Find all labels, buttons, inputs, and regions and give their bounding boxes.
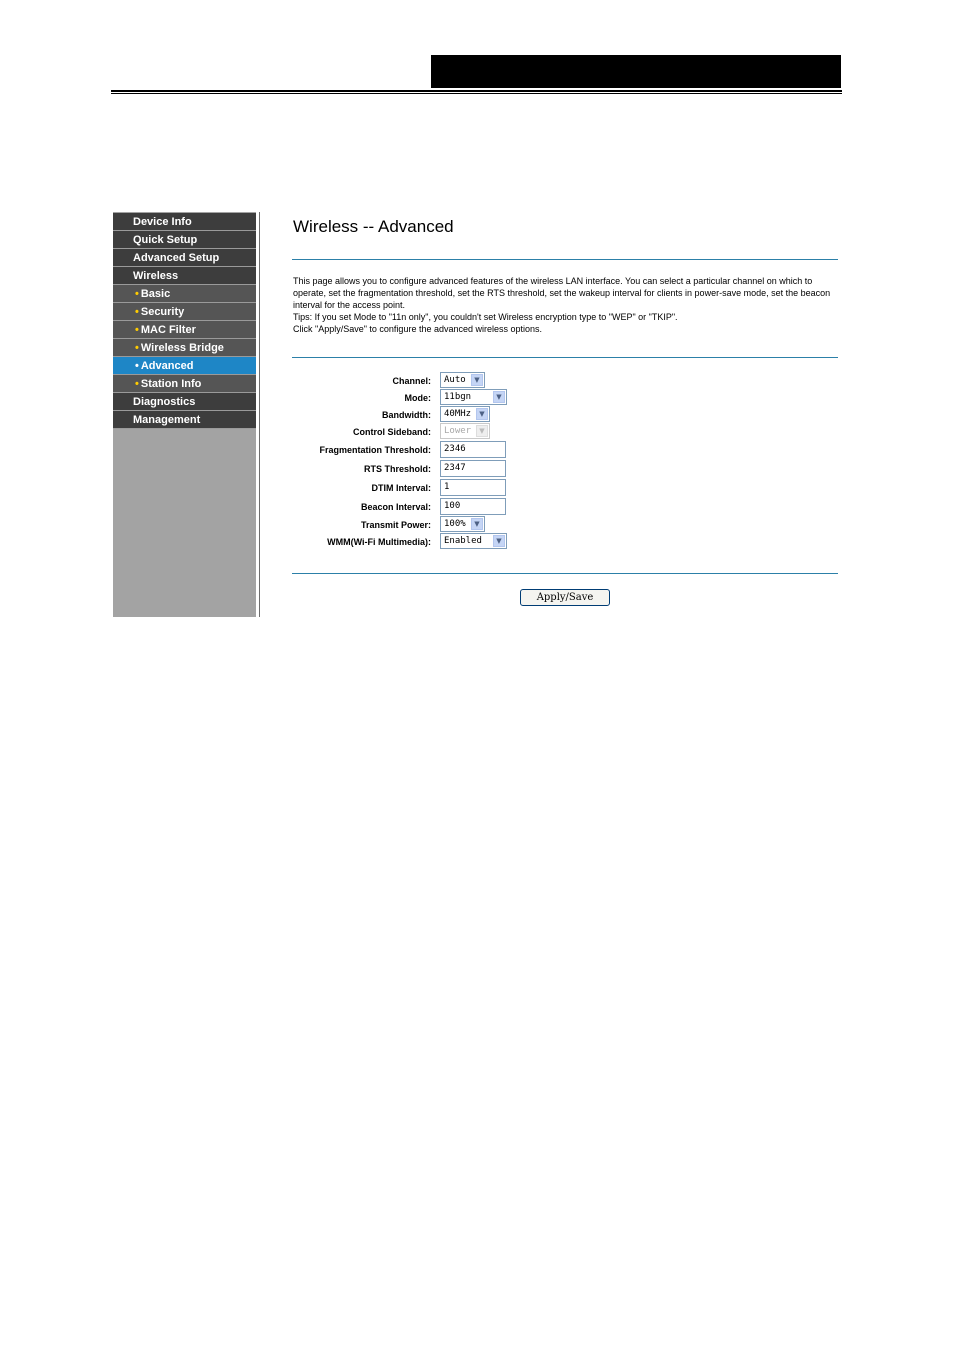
- sidebar-item-advanced[interactable]: • Advanced: [113, 357, 256, 375]
- channel-label: Channel:: [392, 376, 431, 386]
- sidebar-item-quick-setup[interactable]: Quick Setup: [113, 231, 256, 249]
- sidebar-item-wireless[interactable]: Wireless: [113, 267, 256, 285]
- fragmentation-threshold-input[interactable]: 2346: [440, 441, 506, 458]
- sidebar-item-wireless-bridge[interactable]: • Wireless Bridge: [113, 339, 256, 357]
- sidebar-item-mac-filter[interactable]: • MAC Filter: [113, 321, 256, 339]
- description-tips: Tips: If you set Mode to "11n only", you couldn't set Wireless encryption type to "WEP" or "TKIP".: [293, 312, 678, 322]
- transmit-power-select[interactable]: 100% ▼: [440, 516, 485, 532]
- fragmentation-threshold-label: Fragmentation Threshold:: [319, 445, 431, 455]
- beacon-interval-input[interactable]: 100: [440, 498, 506, 515]
- apply-save-button[interactable]: Apply/Save: [520, 589, 610, 606]
- transmit-power-label: Transmit Power:: [360, 520, 431, 530]
- chevron-down-icon: ▼: [476, 425, 488, 437]
- page-description: [293, 275, 833, 335]
- bandwidth-select[interactable]: 40MHz ▼: [440, 406, 490, 422]
- mode-row: [263, 389, 863, 407]
- sidebar-item-diagnostics[interactable]: Diagnostics: [113, 393, 256, 411]
- rts-threshold-label: RTS Threshold:: [364, 464, 431, 474]
- sidebar-item-security[interactable]: • Security: [113, 303, 256, 321]
- main-content: [263, 212, 841, 617]
- chevron-down-icon: ▼: [493, 391, 505, 403]
- bandwidth-row: [263, 406, 863, 424]
- bullet-icon: •: [135, 288, 139, 300]
- bandwidth-label: Bandwidth:: [382, 410, 431, 420]
- wmm-select[interactable]: Enabled ▼: [440, 533, 507, 549]
- dtim-interval-input[interactable]: 1: [440, 479, 506, 496]
- transmit-power-row: [263, 516, 863, 534]
- bullet-icon: •: [135, 306, 139, 318]
- page-title: Wireless -- Advanced: [293, 217, 454, 236]
- chevron-down-icon: ▼: [471, 374, 483, 386]
- wmm-label: WMM(Wi-Fi Multimedia):: [327, 537, 431, 547]
- bullet-icon: •: [135, 342, 139, 354]
- mode-select[interactable]: 11bgn ▼: [440, 389, 507, 405]
- sidebar-item-device-info[interactable]: Device Info: [113, 213, 256, 231]
- channel-row: [263, 372, 863, 390]
- document-header-bar: [431, 55, 841, 88]
- channel-select[interactable]: Auto ▼: [440, 372, 485, 388]
- mode-label: Mode:: [404, 393, 431, 403]
- divider-top: [292, 259, 838, 260]
- control-sideband-select[interactable]: Lower ▼: [440, 423, 490, 439]
- rts-threshold-row: [263, 460, 863, 478]
- dtim-interval-row: [263, 479, 863, 497]
- chevron-down-icon: ▼: [493, 535, 505, 547]
- beacon-interval-row: [263, 498, 863, 516]
- divider-bottom: [292, 573, 838, 574]
- chevron-down-icon: ▼: [471, 518, 483, 530]
- description-text: This page allows you to configure advanced features of the wireless LAN interface. You can select a particular channel on which to operate, set the fragmentation threshold, set the RTS threshold, set the wakeup interval for clients in power-save mode, set the beacon interval for the access point.: [293, 276, 831, 310]
- dtim-interval-label: DTIM Interval:: [371, 483, 431, 493]
- sidebar-item-station-info[interactable]: • Station Info: [113, 375, 256, 393]
- description-apply-hint: Click "Apply/Save" to configure the advanced wireless options.: [293, 324, 543, 334]
- fragmentation-threshold-row: [263, 441, 863, 459]
- sidebar-item-management[interactable]: Management: [113, 411, 256, 429]
- control-sideband-label: Control Sideband:: [353, 427, 431, 437]
- bullet-icon: •: [135, 378, 139, 390]
- bullet-icon: •: [135, 360, 139, 372]
- chevron-down-icon: ▼: [476, 408, 488, 420]
- beacon-interval-label: Beacon Interval:: [360, 502, 431, 512]
- bullet-icon: •: [135, 324, 139, 336]
- document-header-rule: [111, 90, 842, 94]
- control-sideband-row: [263, 423, 863, 441]
- router-web-ui: [113, 212, 841, 617]
- sidebar-item-basic[interactable]: • Basic: [113, 285, 256, 303]
- divider-middle: [292, 357, 838, 358]
- sidebar-item-advanced-setup[interactable]: Advanced Setup: [113, 249, 256, 267]
- wmm-row: [263, 533, 863, 551]
- rts-threshold-input[interactable]: 2347: [440, 460, 506, 477]
